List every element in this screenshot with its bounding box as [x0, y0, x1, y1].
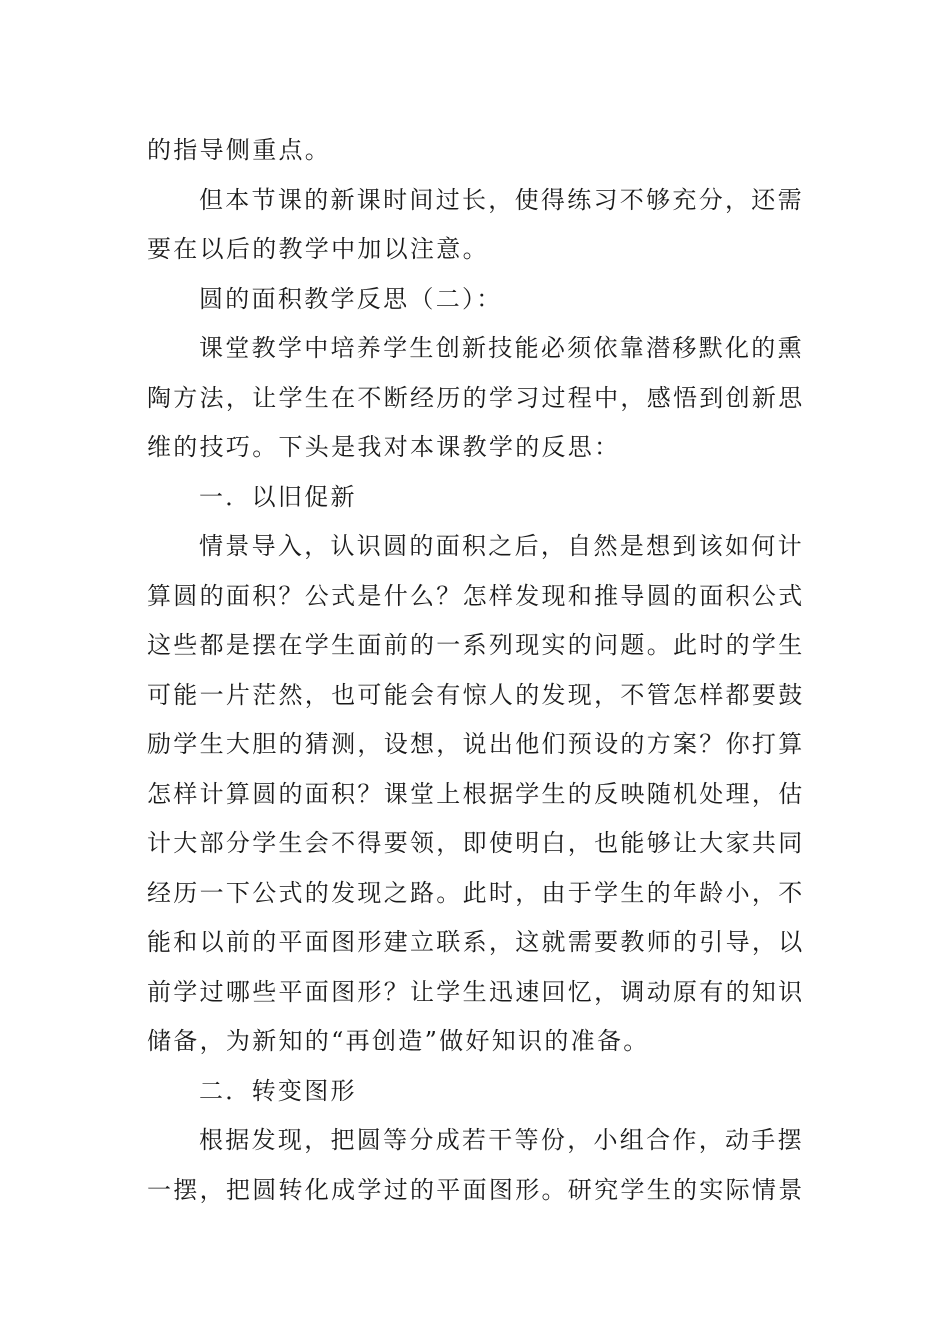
text-line: 计大部分学生会不得要领，即使明白，也能够让大家共同 — [147, 829, 805, 857]
text-line: 可能一片茫然，也可能会有惊人的发现，不管怎样都要鼓 — [147, 680, 805, 709]
text-line: 情景导入，认识圆的面积之后，自然是想到该如何计 — [199, 532, 804, 560]
text-line: 算圆的面积？公式是什么？怎样发现和推导圆的面积公式 — [147, 581, 805, 610]
text-line: 陶方法，让学生在不断经历的学习过程中，感悟到创新思 — [147, 383, 805, 412]
text-line: 的指导侧重点。 — [147, 136, 332, 164]
text-line: 前学过哪些平面图形？让学生迅速回忆，调动原有的知识 — [147, 977, 805, 1006]
text-line: 怎样计算圆的面积？课堂上根据学生的反映随机处理，估 — [147, 779, 805, 808]
text-line: 储备，为新知的“再创造”做好知识的准备。 — [147, 1027, 650, 1055]
text-line: 要在以后的教学中加以注意。 — [147, 235, 489, 263]
section-title: 圆的面积教学反思（二）： — [199, 284, 503, 313]
document-body — [147, 126, 807, 1215]
subheading: 一．以旧促新 — [199, 482, 357, 511]
text-line: 课堂教学中培养学生创新技能必须依靠潜移默化的熏 — [199, 334, 804, 362]
text-line: 能和以前的平面图形建立联系，这就需要教师的引导，以 — [147, 928, 805, 956]
text-line: 根据发现，把圆等分成若干等份，小组合作，动手摆 — [199, 1126, 804, 1154]
subheading: 二．转变图形 — [199, 1076, 357, 1105]
text-line: 经历一下公式的发现之路。此时，由于学生的年龄小，不 — [147, 878, 805, 907]
text-line: 一摆，把圆转化成学过的平面图形。研究学生的实际情景 — [147, 1175, 805, 1204]
text-line: 维的技巧。下头是我对本课教学的反思： — [147, 433, 621, 461]
text-line: 励学生大胆的猜测，设想，说出他们预设的方案？你打算 — [147, 730, 805, 758]
text-line: 这些都是摆在学生面前的一系列现实的问题。此时的学生 — [147, 631, 805, 659]
text-line: 但本节课的新课时间过长，使得练习不够充分，还需 — [199, 185, 804, 214]
